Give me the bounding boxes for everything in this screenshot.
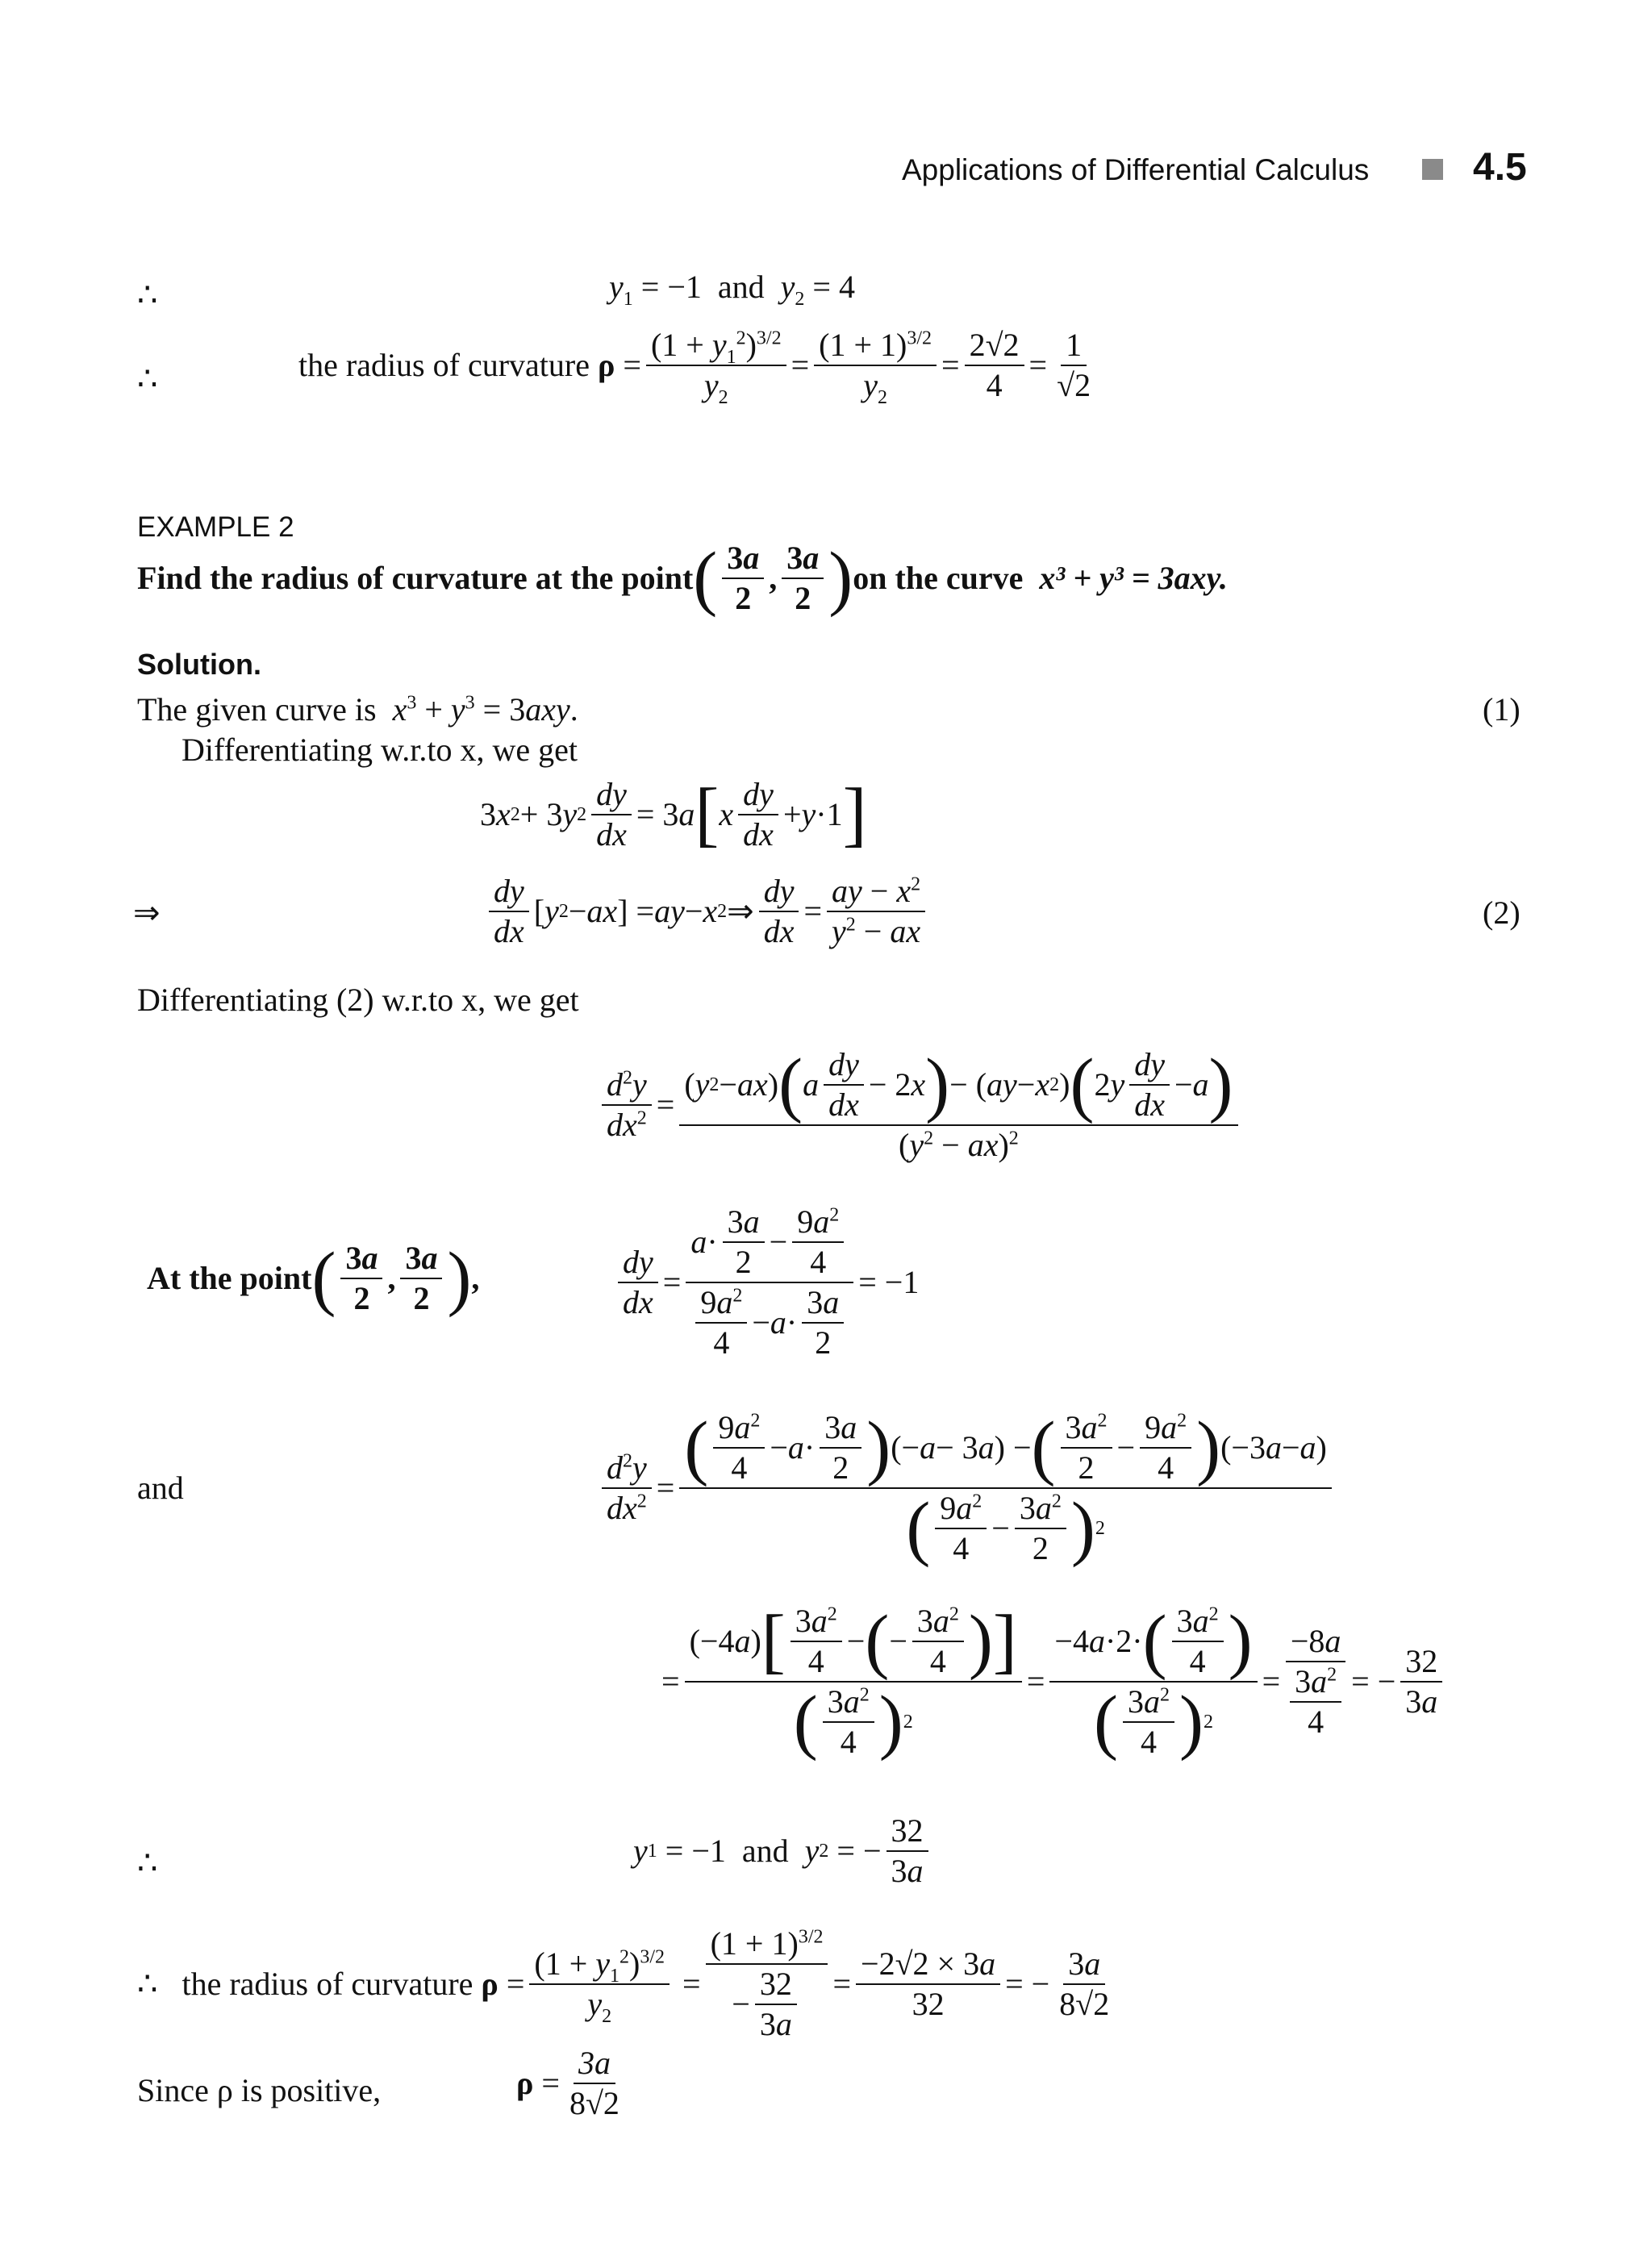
therefore-symbol: ∴ <box>137 277 158 313</box>
example-question: Find the radius of curvature at the point ( $\frac{3a}{2}$ , $\frac{3a}{2}$ ) on the curve x³ + y³ = 3axy. <box>137 538 1228 618</box>
at-the-point: At the point ( $\frac{3a}{2}$ , $\frac{3a}{2}$ ) , <box>147 1238 480 1318</box>
question-curve: x³ + y³ = 3axy. <box>1039 560 1228 596</box>
second-derivative-at-point: $\frac{d^2y}{dx^2}$ = ( $\frac{9a^2}{4}$ − a · $\frac{3a}{2}$ ) (− a − 3 a ) − ( $\frac{3a^2}{2}$ − $\frac{9a^2}{4}$ ) (−3 a − a ) ( $\frac{9a^2}{4}$ − $\frac{3a^2}{2}$ ) 2 <box>597 1412 1337 1565</box>
radius-result-den: √2 <box>1057 367 1091 403</box>
derivative-equation-2: $\frac{dy}{dx}$ [ y 2 − ax ] = ay − x 2 ⇒ $\frac{dy}{dx}$ = $\frac{ay - x^2}{y^2 - ax}$ <box>484 875 930 948</box>
rho-symbol: ρ <box>597 347 615 383</box>
header-square-icon <box>1422 159 1443 180</box>
y-values-line-2: y 1 = −1 and y 2 = − $\frac{32}{3a}$ <box>633 1815 933 1887</box>
question-text-a: Find the radius of curvature at the point <box>137 560 694 596</box>
therefore-symbol: ∴ <box>137 361 158 397</box>
equation-tag-1: (1) <box>1483 691 1521 728</box>
given-curve-line: The given curve is $x^3 + y^3 = 3axy$. <box>137 691 578 728</box>
radius-formula-1: the radius of curvature ρ = $\frac{(1 + y_1^2)^{3/2}}{y_2}$ = $\frac{(1 + 1)^{3/2}}{y_2}$ = $\frac{2√2}{4}$ = $\frac{1}{√2}$ <box>298 329 1100 402</box>
solution-heading: Solution. <box>137 648 261 681</box>
differentiating-text-2: Differentiating (2) w.r.to x, we get <box>137 982 579 1018</box>
since-text: Since ρ is positive, <box>137 2072 382 2108</box>
therefore-symbol: ∴ <box>137 1845 158 1881</box>
question-text-b: on the curve <box>853 560 1024 596</box>
page-number: 4.5 <box>1473 146 1527 189</box>
final-rho: ρ = $\frac{3a}{8√2}$ <box>516 2047 629 2120</box>
dy-dx-at-point: $\frac{dy}{dx}$ = a · $\frac{3a}{2}$ − $\frac{9a^2}{4}$ $\frac{9a^2}{4}$ − a · $\frac{3a}{2}$ = −1 <box>613 1206 919 1359</box>
final-den: 8√2 <box>569 2085 620 2121</box>
and-label: and <box>137 1470 184 1506</box>
y-values-line-1: $y_1 = -1$ and $y_2 = 4$ <box>609 269 855 310</box>
final-num: 3a <box>574 2047 615 2084</box>
radius-result-num: 1 <box>1061 329 1087 366</box>
dy-dx-value: = −1 <box>858 1264 920 1300</box>
radius-formula-2: ∴ the radius of curvature ρ = $\frac{(1 + y_1^2)^{3/2}}{y_2}$ = $(1 + 1)^{3/2}$ − $\frac{32}{3a}$ = $\frac{-2√2 \times 3a}{32}$ = − $\frac{3a}{8√2}$ <box>137 1925 1110 2042</box>
equation-tag-2: (2) <box>1483 894 1521 931</box>
implies-symbol: ⇒ <box>133 894 161 931</box>
example-label: EXAMPLE 2 <box>137 511 294 543</box>
second-derivative-formula: $\frac{d^2y}{dx^2}$ = ( y 2 − ax ) ( a $\frac{dy}{dx}$ − 2 x ) − ( ay − x 2 ) ( 2 y $\frac{dy}{dx}$ − a ) $(y^2 - ax)^2$ <box>597 1049 1243 1161</box>
running-title: Applications of Differential Calculus <box>902 153 1370 186</box>
differentiating-text: Differentiating w.r.to x, we get <box>181 732 578 768</box>
radius-label: the radius of curvature <box>298 347 590 383</box>
second-derivative-simplified: = (−4 a ) [ $\frac{3a^2}{4}$ − ( − $\frac{3a^2}{4}$ ) ] ( $\frac{3a^2}{4}$ ) 2 = −4 a ·2· ( $\frac{3a^2}{4}$ ) ( $\frac{3a^2}{4}$ ) 2 = $\frac{-8a}{\frac{3a^2}{4}}$ = − $\frac{32}{3a}$ <box>661 1605 1447 1758</box>
derivative-equation-1: 3 x 2 + 3 y 2 $\frac{dy}{dx}$ = 3 a [ x $\frac{dy}{dx}$ + y ·1 ] <box>480 774 867 854</box>
